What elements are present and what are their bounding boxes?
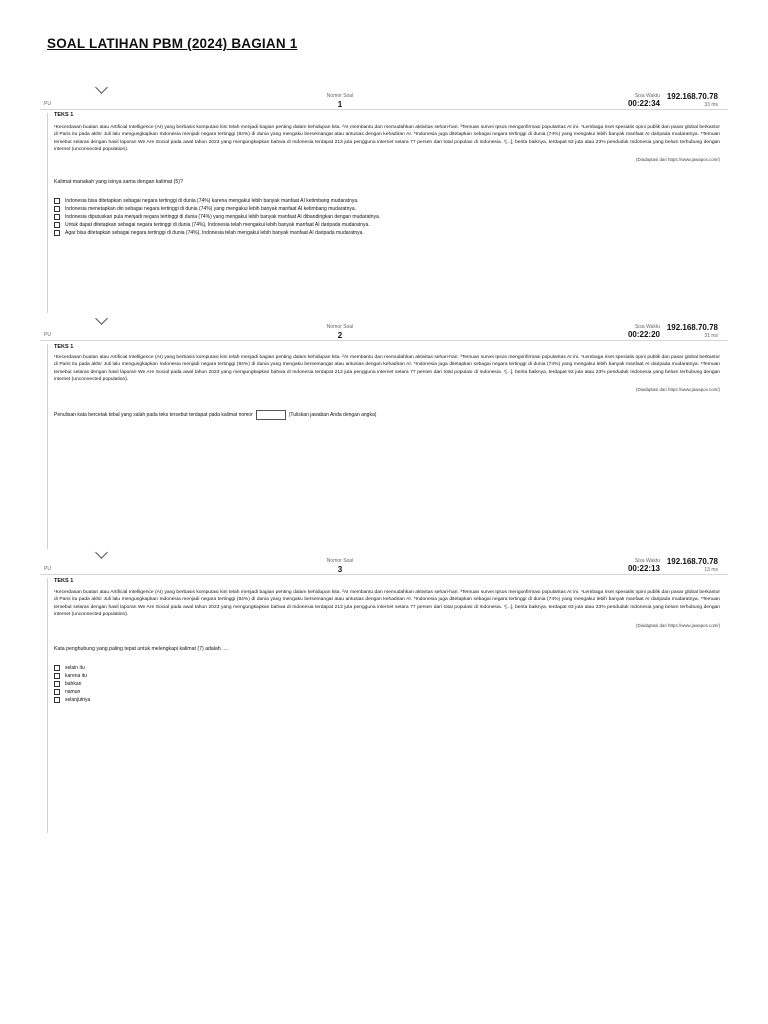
panel-divider: [47, 578, 48, 833]
question-panel-2: [40, 323, 728, 551]
checkbox[interactable]: [54, 198, 60, 204]
question-number: 3: [337, 565, 343, 574]
time-remaining-label: Sisa Waktu: [634, 93, 660, 99]
option-label: Agar bisa ditetapkan sebagai negara tertinggi di dunia (74%), Indonesia telah mengakui lebih banyak manfaat AI daripada mudaratnya.: [65, 229, 364, 236]
subtest-label: PU: [44, 566, 51, 572]
answer-option[interactable]: [54, 205, 356, 212]
checkbox[interactable]: [54, 681, 60, 687]
question-header: [40, 557, 728, 576]
question-number: 2: [337, 331, 343, 340]
option-label: Indonesia menetapkan diri sebagai negara tertinggi di dunia (74%) yang mengakui lebih banyak manfaat AI ketimbang mudaratnya.: [65, 205, 357, 212]
checkbox[interactable]: [54, 222, 60, 228]
question-header: [40, 92, 728, 111]
latency: 13 ms: [704, 567, 718, 573]
header-divider: [40, 574, 728, 575]
option-label: selain itu: [65, 664, 85, 671]
reading-passage: ¹Kecerdasan buatan atau Artificial Intelligence (AI) yang berbasis komputasi kini telah menjadi bagian penting dalam kehidupan kita. ²AI membantu dan memudahkan aktivitas sehari-hari. ³Temuan survei Ipsos mengonfirmasi popularitas AI ini. ⁴Lembaga riset spesialis opini publik dan pasar global berkantor di Paris itu pada akhir Juli lalu mengungkapkan Indonesia menjadi negara tertinggi (84%) di dunia yang mengaku bersemangat atau antusias dengan kehadiran AI. ⁵Indonesia juga ditetapkan sebagai negara tertinggi di dunia (74%) yang mengakui lebih banyak manfaat AI daripada mudaratnya. ⁶Temuan tersebut selaras dengan hasil laporan We Are Social pada awal tahun 2023 yang mengungkapkan bahwa di Indonesia terdapat 213 juta pengguna internet setara 77 persen dari total populasi di Indonesia. ⁷[...], berita baiknya, terdapat 63 juta atau 23% penduduk Indonesia yang belum terhubung dengan internet (unconnected population).: [54, 590, 720, 618]
ip-address: 192.168.70.78: [666, 92, 718, 101]
question-text: Kata penghubung yang paling tepat untuk melengkapi kalimat (7) adalah ....: [54, 646, 228, 652]
header-divider: [40, 340, 728, 341]
fill-in-question: [54, 410, 376, 420]
checkbox[interactable]: [54, 697, 60, 703]
time-remaining-label: Sisa Waktu: [634, 324, 660, 330]
latency: 33 ms: [704, 102, 718, 108]
option-label: selanjutnya: [65, 696, 91, 703]
chevron-down-icon[interactable]: [95, 81, 108, 94]
question-number-label: Nomor Soal: [326, 324, 354, 330]
reading-passage: ¹Kecerdasan buatan atau Artificial Intelligence (AI) yang berbasis komputasi kini telah menjadi bagian penting dalam kehidupan kita. ²AI membantu dan memudahkan aktivitas sehari-hari. ³Temuan survei Ipsos mengonfirmasi popularitas AI ini. ⁴Lembaga riset spesialis opini publik dan pasar global berkantor di Paris itu pada akhir Juli lalu mengungkapkan Indonesia menjadi negara tertinggi (84%) di dunia yang mengaku bersemangat atau antusias dengan kehadiran AI. ⁵Indonesia juga ditetapkan sebagai negara tertinggi di dunia (74%) yang mengakui lebih banyak manfaat AI daripada mudaratnya. ⁶Temuan tersebut selaras dengan hasil laporan We Are Social pada awal tahun 2023 yang mengungkapkan bahwa di Indonesia terdapat 213 juta pengguna internet setara 77 persen dari total populasi di Indonesia. ⁷[...], berita baiknya, terdapat 63 juta atau 23% penduduk Indonesia yang belum terhubung dengan internet (unconnected population).: [54, 125, 720, 153]
panel-divider: [47, 113, 48, 313]
answer-option[interactable]: [54, 229, 364, 236]
checkbox[interactable]: [54, 206, 60, 212]
passage-source: (Diadaptasi dari https://www.jawapos.com/): [636, 623, 720, 628]
answer-option[interactable]: [54, 197, 359, 204]
answer-option[interactable]: [54, 664, 85, 671]
question-panel-1: [40, 92, 728, 315]
document-title: SOAL LATIHAN PBM (2024) BAGIAN 1: [47, 36, 298, 51]
reading-passage: ¹Kecerdasan buatan atau Artificial Intelligence (AI) yang berbasis komputasi kini telah menjadi bagian penting dalam kehidupan kita. ²AI membantu dan memudahkan aktivitas sehari-hari. ³Temuan survei Ipsos mengonfirmasi popularitas AI ini. ⁴Lembaga riset spesialis opini publik dan pasar global berkantor di Paris itu pada akhir Juli lalu mengungkapkan Indonesia menjadi negara tertinggi (84%) di dunia yang mengaku bersemangat atau antusias dengan kehadiran AI. ⁵Indonesia juga ditetapkan sebagai negara tertinggi di dunia (74%) yang mengakui lebih banyak manfaat AI daripada mudaratnya. ⁶Temuan tersebut selaras dengan hasil laporan We Are Social pada awal tahun 2023 yang mengungkapkan bahwa di Indonesia terdapat 213 juta pengguna internet setara 77 persen dari total populasi di Indonesia. ⁷[...], berita baiknya, terdapat 63 juta atau 23% penduduk Indonesia yang belum terhubung dengan internet (unconnected population).: [54, 355, 720, 383]
time-remaining-label: Sisa Waktu: [634, 558, 660, 564]
time-remaining: 00:22:13: [627, 564, 660, 573]
subtest-label: PU: [44, 101, 51, 107]
question-number-label: Nomor Soal: [326, 558, 354, 564]
answer-input[interactable]: [256, 410, 286, 420]
answer-option[interactable]: [54, 680, 81, 687]
latency: 31 ms: [704, 333, 718, 339]
checkbox[interactable]: [54, 689, 60, 695]
time-remaining: 00:22:20: [627, 330, 660, 339]
section-title: TEKS 1: [54, 344, 74, 350]
checkbox[interactable]: [54, 673, 60, 679]
ip-address: 192.168.70.78: [666, 557, 718, 566]
question-panel-3: [40, 557, 728, 835]
answer-hint: (Tuliskan jawaban Anda dengan angka): [288, 412, 377, 418]
checkbox[interactable]: [54, 230, 60, 236]
question-text: Kalimat manakah yang isinya sama dengan kalimat (5)?: [54, 179, 183, 185]
question-number-label: Nomor Soal: [326, 93, 354, 99]
answer-option[interactable]: [54, 213, 380, 220]
answer-option[interactable]: [54, 221, 370, 228]
option-label: namun: [65, 688, 81, 695]
answer-option[interactable]: [54, 672, 87, 679]
ip-address: 192.168.70.78: [666, 323, 718, 332]
header-divider: [40, 109, 728, 110]
time-remaining: 00:22:34: [627, 99, 660, 108]
section-title: TEKS 1: [54, 578, 74, 584]
question-header: [40, 323, 728, 342]
question-number: 1: [337, 100, 343, 109]
question-text: Penulisan kata bercetak tebal yang salah pada teks tersebut terdapat pada kalimat nomor: [54, 412, 253, 418]
option-label: karena itu: [65, 672, 87, 679]
answer-option[interactable]: [54, 696, 90, 703]
passage-source: (Diadaptasi dari https://www.jawapos.com/): [636, 157, 720, 162]
checkbox[interactable]: [54, 214, 60, 220]
section-title: TEKS 1: [54, 112, 74, 118]
passage-source: (Diadaptasi dari https://www.jawapos.com/): [636, 387, 720, 392]
subtest-label: PU: [44, 332, 51, 338]
option-label: bahkan: [65, 680, 82, 687]
option-label: Indonesia diputuskan pula menjadi negara tertinggi di dunia (74%) yang mengakui lebih banyak manfaat AI dibandingkan dengan mudaratnya.: [65, 213, 381, 220]
answer-option[interactable]: [54, 688, 80, 695]
option-label: Untuk dapat ditetapkan sebagai negara tertinggi di dunia (74%), Indonesia telah mengakui lebih banyak manfaat AI daripada mudaratnya.: [65, 221, 370, 228]
option-label: Indonesia bisa ditetapkan sebagai negara tertinggi di dunia (74%) karena mengakui lebih banyak manfaat AI ketimbang mudaratnya.: [65, 197, 359, 204]
checkbox[interactable]: [54, 665, 60, 671]
panel-divider: [47, 344, 48, 549]
